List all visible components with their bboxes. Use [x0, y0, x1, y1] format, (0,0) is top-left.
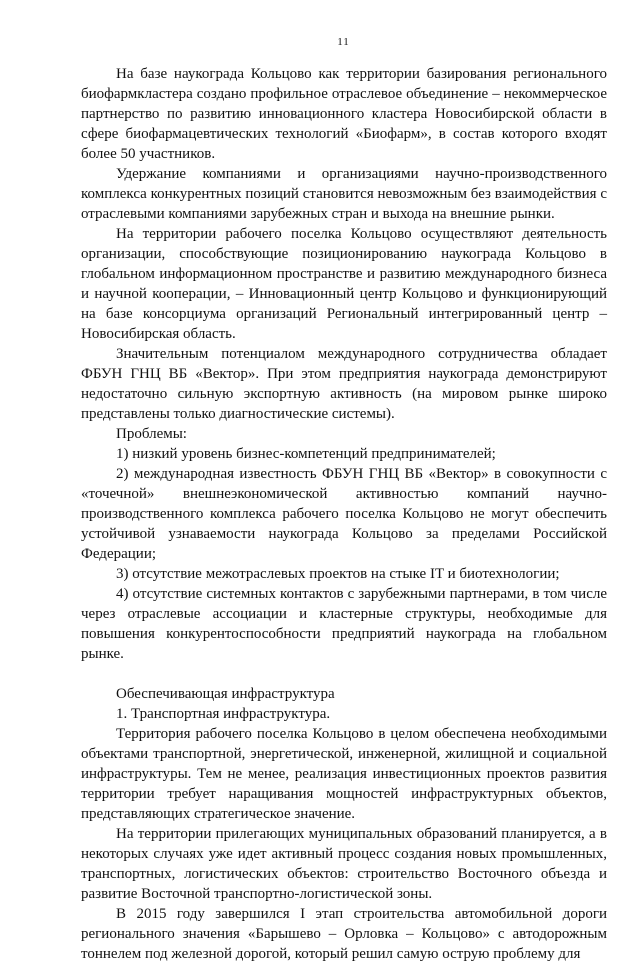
problems-label: Проблемы: [116, 426, 187, 442]
paragraph: Удержание компаниями и организациями научно-производственного комплекса конкурентных позиций становится невозможным без взаимодействия с отраслевыми компаниями зарубежных стран и выхода на внешние рынки. [81, 166, 607, 222]
paragraph: Значительным потенциалом международного сотрудничества обладает ФБУН ГНЦ ВБ «Вектор». При этом предприятия наукограда демонстрируют недостаточно сильную экспортную активность (на мировом рынке широко представлены только диагностические системы). [81, 346, 607, 422]
page-number: 11 [337, 36, 350, 48]
list-item: 2) международная известность ФБУН ГНЦ ВБ «Вектор» в совокупности с «точечной» внешнеэкономической активностью компаний научно-производственного комплекса рабочего поселка Кольцово не могут обеспечить устойчивой узнаваемости наукограда Кольцово за пределами Российской Федерации; [81, 466, 607, 562]
list-item: 4) отсутствие системных контактов с зарубежными партнерами, в том числе через отраслевые ассоциации и кластерные структуры, необходимые для повышения конкурентоспособности предприятий наукограда на глобальном рынке. [81, 586, 607, 662]
paragraph: На территории рабочего поселка Кольцово осуществляют деятельность организации, способствующие позиционированию наукограда Кольцово в глобальном информационном пространстве и развитию международного бизнеса и научной кооперации, – Инновационный центр Кольцово и функционирующий на базе консорциума организаций Региональный интегрированный центр – Новосибирская область. [81, 226, 607, 342]
section-subheading: 1. Транспортная инфраструктура. [116, 706, 331, 722]
paragraph: Территория рабочего поселка Кольцово в целом обеспечена необходимыми объектами транспортной, энергетической, инженерной, жилищной и социальной инфраструктуры. Тем не менее, реализация инвестиционных проектов развития территории требует наращивания мощностей инфраструктурных объектов, представляющих стратегическое значение. [81, 726, 607, 822]
paragraph: На территории прилегающих муниципальных образований планируется, а в некоторых случаях уже идет активный процесс создания новых промышленных, транспортных, логистических объектов: строительство Восточного объезда и развитие Восточной транспортно-логистической зоны. [81, 826, 607, 902]
list-item: 1) низкий уровень бизнес-компетенций предпринимателей; [116, 446, 496, 462]
section-spacer [81, 664, 607, 684]
list-item: 3) отсутствие межотраслевых проектов на стыке IT и биотехнологии; [116, 566, 560, 582]
paragraph: В 2015 году завершился I этап строительства автомобильной дороги регионального значения «Барышево – Орловка – Кольцово» с автодорожным тоннелем под железной дорогой, который решил самую острую проблему для [81, 906, 607, 962]
document-body [81, 64, 607, 964]
section-heading: Обеспечивающая инфраструктура [116, 686, 335, 702]
paragraph: На базе наукограда Кольцово как территории базирования регионального биофармкластера создано профильное отраслевое объединение – некоммерческое партнерство по развитию инновационного кластера Новосибирской области в сфере биофармацевтических технологий «Биофарм», в состав которого входят более 50 участников. [81, 66, 607, 162]
